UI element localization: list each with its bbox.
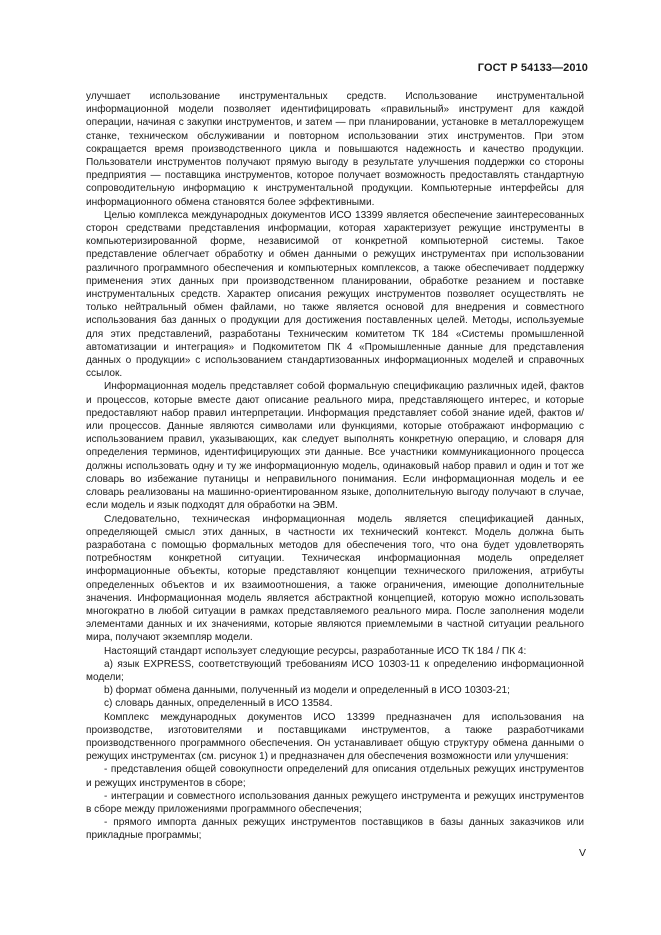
list-item: c) словарь данных, определенный в ИСО 13584.: [104, 698, 333, 710]
standard-id: ГОСТ Р 54133—2010: [477, 62, 588, 74]
paragraph: улучшает использование инструментальных средств. Использование инструментальной информационной модели позволяет идентифицировать «правильный» инструмент для каждой операции, начиная с закупки инструментов, и затем — при планировании, установке в металлорежущем станке, техническом обслуживании и повторном использовании этих инструментов. При этом сокращается время производственного цикла и повышаются надежность и качество продукции. Пользователи инструментов получают прямую выгоду в результате улучшения поддержки со стороны предприятия — поставщика инструментов, которое получает возможность предоставлять стандартную сопроводительную информацию к инструментальной продукции. Компьютерные интерфейсы для информационного обмена становятся более эффективными.: [86, 91, 584, 208]
page-number: V: [578, 847, 586, 859]
list-item: b) формат обмена данными, полученный из модели и определенный в ИСО 10303-21;: [104, 685, 510, 697]
paragraph: Следовательно, техническая информационная модель является спецификацией данных, определяющей смысл этих данных, в частности их технический контекст. Модель должна быть разработана с помощью формальных методов для обеспечения того, что она будет удовлетворять потребностям конкретной ситуации. Техническая информационная модель определяет информационные объекты, которые представляют концепции технического приложения, атрибуты определенных объектов и их взаимоотношения, а также ограничения, имеющие дополнительные значения. Информационная модель является абстрактной концепцией, которую можно использовать многократно в любой ситуации в рамках представляемого реального мира. После заполнения модели элементами данных и их значениями, которые являются приемлемыми в частной ситуации реального мира, получают экземпляр модели.: [86, 513, 584, 644]
paragraph: Целью комплекса международных документов ИСО 13399 является обеспечение заинтересованных сторон средствами представления информации, которая характеризует режущие инструменты в компьютеризированной форме, независимой от конкретной компьютерной системы. Такое представление облегчает обработку и обмен данными о режущих инструментах при использовании различного программного обеспечения и компьютерных комплексов, а также обеспечивает поддержку применения этих данных при производственном планировании, обработке резанием и поставке инструментальных средств. Характер описания режущих инструментов позволяет осуществлять не только нейтральный обмен файлами, но также является основой для внедрения и совместного использования баз данных о продукции для достижения поставленных целей. Методы, используемые для этих представлений, разработаны Техническим комитетом ТК 184 «Системы промышленной автоматизации и интеграция» и Подкомитетом ПК 4 «Промышленные данные для представления данных о продукции» с использованием стандартизованных информационных моделей и справочных ссылок.: [86, 209, 584, 380]
paragraph: Информационная модель представляет собой формальную спецификацию различных идей, фактов и процессов, которые вместе дают описание реального мира, представляющего интерес, и которые предоставляют набор правил интерпретации. Информация представляет собой знание идей, фактов и/или процессов. Данные являются символами или функциями, которые отображают информацию с использованием правил, указывающих, как следует выполнять конкретную операцию, и словаря для определения терминов, идентифицирующих эти данные. Все участники коммуникационного процесса должны использовать одну и ту же информационную модель, одинаковый набор правил и один и тот же словарь во избежание путаницы и неправильного понимания. Если информационная модель и ее словарь реализованы на машинно-ориентированном языке, дополнительную выгоду получают в случае, если модель и язык подходят для обработки на ЭВМ.: [86, 381, 584, 512]
list-item: - прямого импорта данных режущих инструментов поставщиков в базы данных заказчиков или прикладные программы;: [86, 817, 584, 842]
list-item: a) язык EXPRESS, соответствующий требованиям ИСО 10303-11 к определению информационной модели;: [86, 658, 584, 683]
paragraph: Комплекс международных документов ИСО 13399 предназначен для использования на производстве, изготовителями и поставщиками инструментов, а также разработчиками производственного программного обеспечения. Он устанавливает общую структуру обмена данными о режущих инструментах (см. рисунок 1) и предназначен для обеспечения возможности или улучшения:: [86, 711, 584, 763]
paragraph: Настоящий стандарт использует следующие ресурсы, разработанные ИСО ТК 184 / ПК 4:: [104, 645, 527, 657]
list-item: - представления общей совокупности определений для описания отдельных режущих инструментов и режущих инструментов в сборе;: [86, 764, 584, 789]
body-text: [86, 90, 584, 843]
list-item: - интеграции и совместного использования данных режущего инструмента и режущих инструментов в сборе между приложениями программного обеспечения;: [86, 790, 584, 815]
document-header: [478, 62, 588, 74]
